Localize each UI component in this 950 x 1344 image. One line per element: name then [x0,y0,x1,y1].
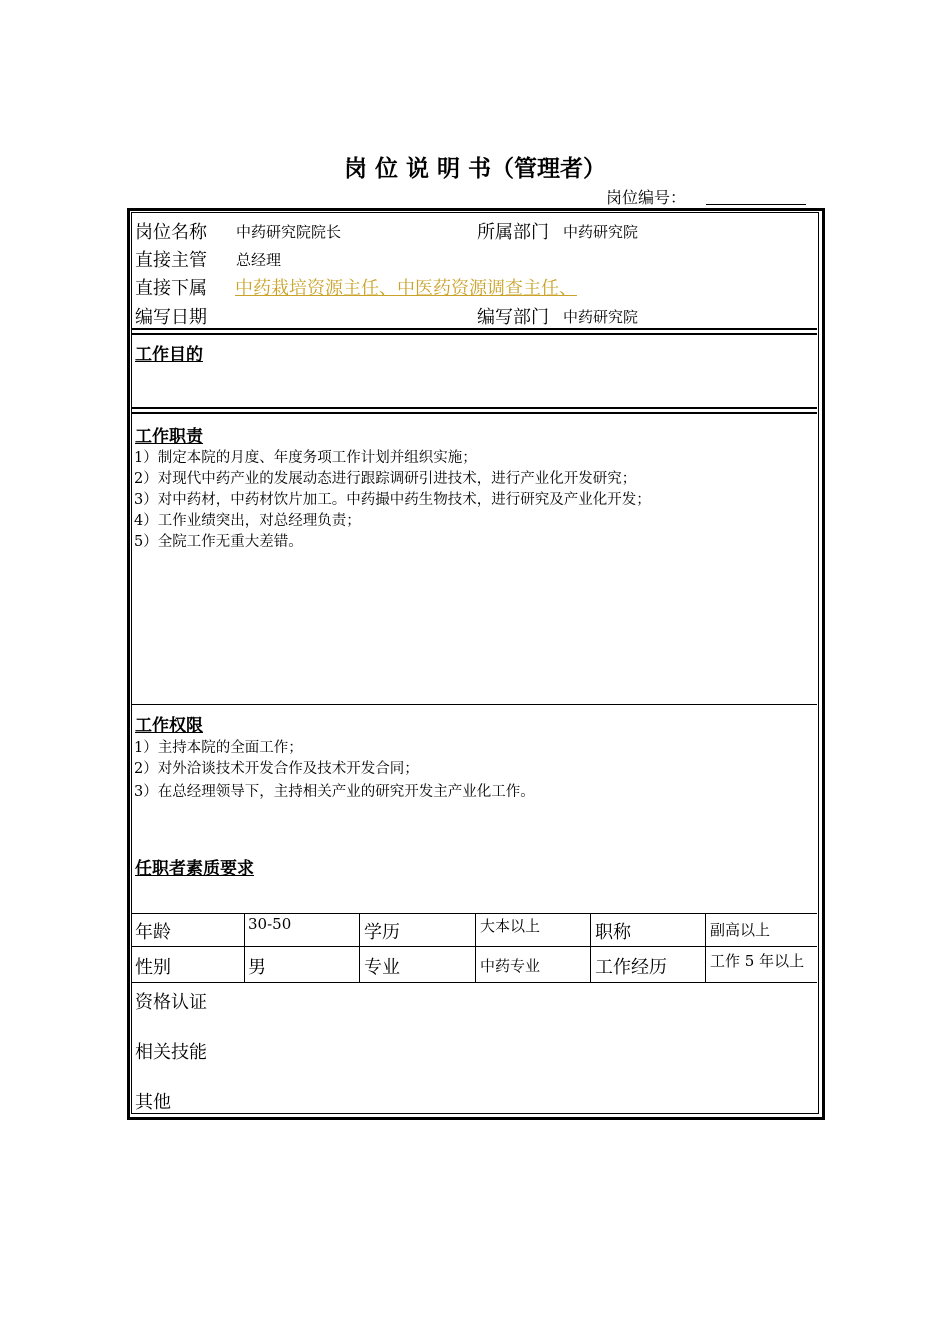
purpose-heading: 工作目的 [135,345,203,365]
position-no-field[interactable] [706,204,806,205]
duty-item: 1）制定本院的月度、年度务项工作计划并组织实施； [134,450,477,466]
other-label: 其他 [135,1092,171,1113]
education-label: 学历 [364,922,400,943]
grid-col-1 [244,913,245,982]
grid-line-bottom [131,982,817,983]
supervisor-label: 直接主管 [135,250,207,271]
skills-label: 相关技能 [135,1042,207,1063]
experience-value: 工作 5 年以上 [710,952,805,970]
experience-label: 工作经历 [595,957,667,978]
write-dept-value: 中药研究院 [563,308,639,326]
separator-3 [131,704,817,705]
dept-value: 中药研究院 [563,223,639,241]
duty-item: 2）对现代中药产业的发展动态进行跟踪调研引进技术，进行产业化开发研究； [134,471,637,487]
authority-item: 2）对外洽谈技术开发合作及技术开发合同； [134,761,419,777]
dept-label: 所属部门 [477,222,549,243]
post-name-value: 中药研究院院长 [236,223,342,241]
subordinate-label: 直接下属 [135,278,207,299]
age-value: 30-50 [248,915,292,933]
grid-col-3 [475,913,476,982]
title-value: 副高以上 [710,921,771,939]
post-name-label: 岗位名称 [135,222,207,243]
major-label: 专业 [364,957,400,978]
authority-item: 1）主持本院的全面工作； [134,740,303,756]
grid-line-top [131,913,817,914]
duty-item: 3）对中药材，中药材饮片加工。中药撮中药生物技术，进行研究及产业化开发； [134,492,651,508]
gender-label: 性别 [135,957,171,978]
separator-1 [131,328,817,330]
separator-1b [131,333,817,335]
write-dept-label: 编写部门 [477,307,549,328]
title-label: 职称 [595,922,631,943]
duties-heading: 工作职责 [135,427,203,447]
certification-label: 资格认证 [135,992,207,1013]
date-label: 编写日期 [135,307,207,328]
grid-col-4 [590,913,591,982]
separator-2 [131,407,817,409]
duty-item: 5）全院工作无重大差错。 [134,534,303,550]
authority-item: 3）在总经理领导下，主持相关产业的研究开发主产业化工作。 [134,784,535,800]
separator-2b [131,412,817,414]
requirements-heading: 任职者素质要求 [135,859,254,879]
age-label: 年龄 [135,922,171,943]
grid-col-2 [359,913,360,982]
education-value: 大本以上 [480,917,541,935]
document-title: 岗 位 说 明 书（管理者） [343,156,607,182]
gender-value: 男 [248,957,266,978]
authority-heading: 工作权限 [135,716,203,736]
subordinate-link[interactable]: 中药栽培资源主任、中医药资源调查主任、 [235,278,577,299]
grid-col-5 [705,913,706,982]
duty-item: 4）工作业绩突出，对总经理负责； [134,513,361,529]
major-value: 中药专业 [480,957,541,975]
supervisor-value: 总经理 [236,251,282,269]
grid-line-mid [131,946,817,947]
position-no-label: 岗位编号： [606,188,687,207]
